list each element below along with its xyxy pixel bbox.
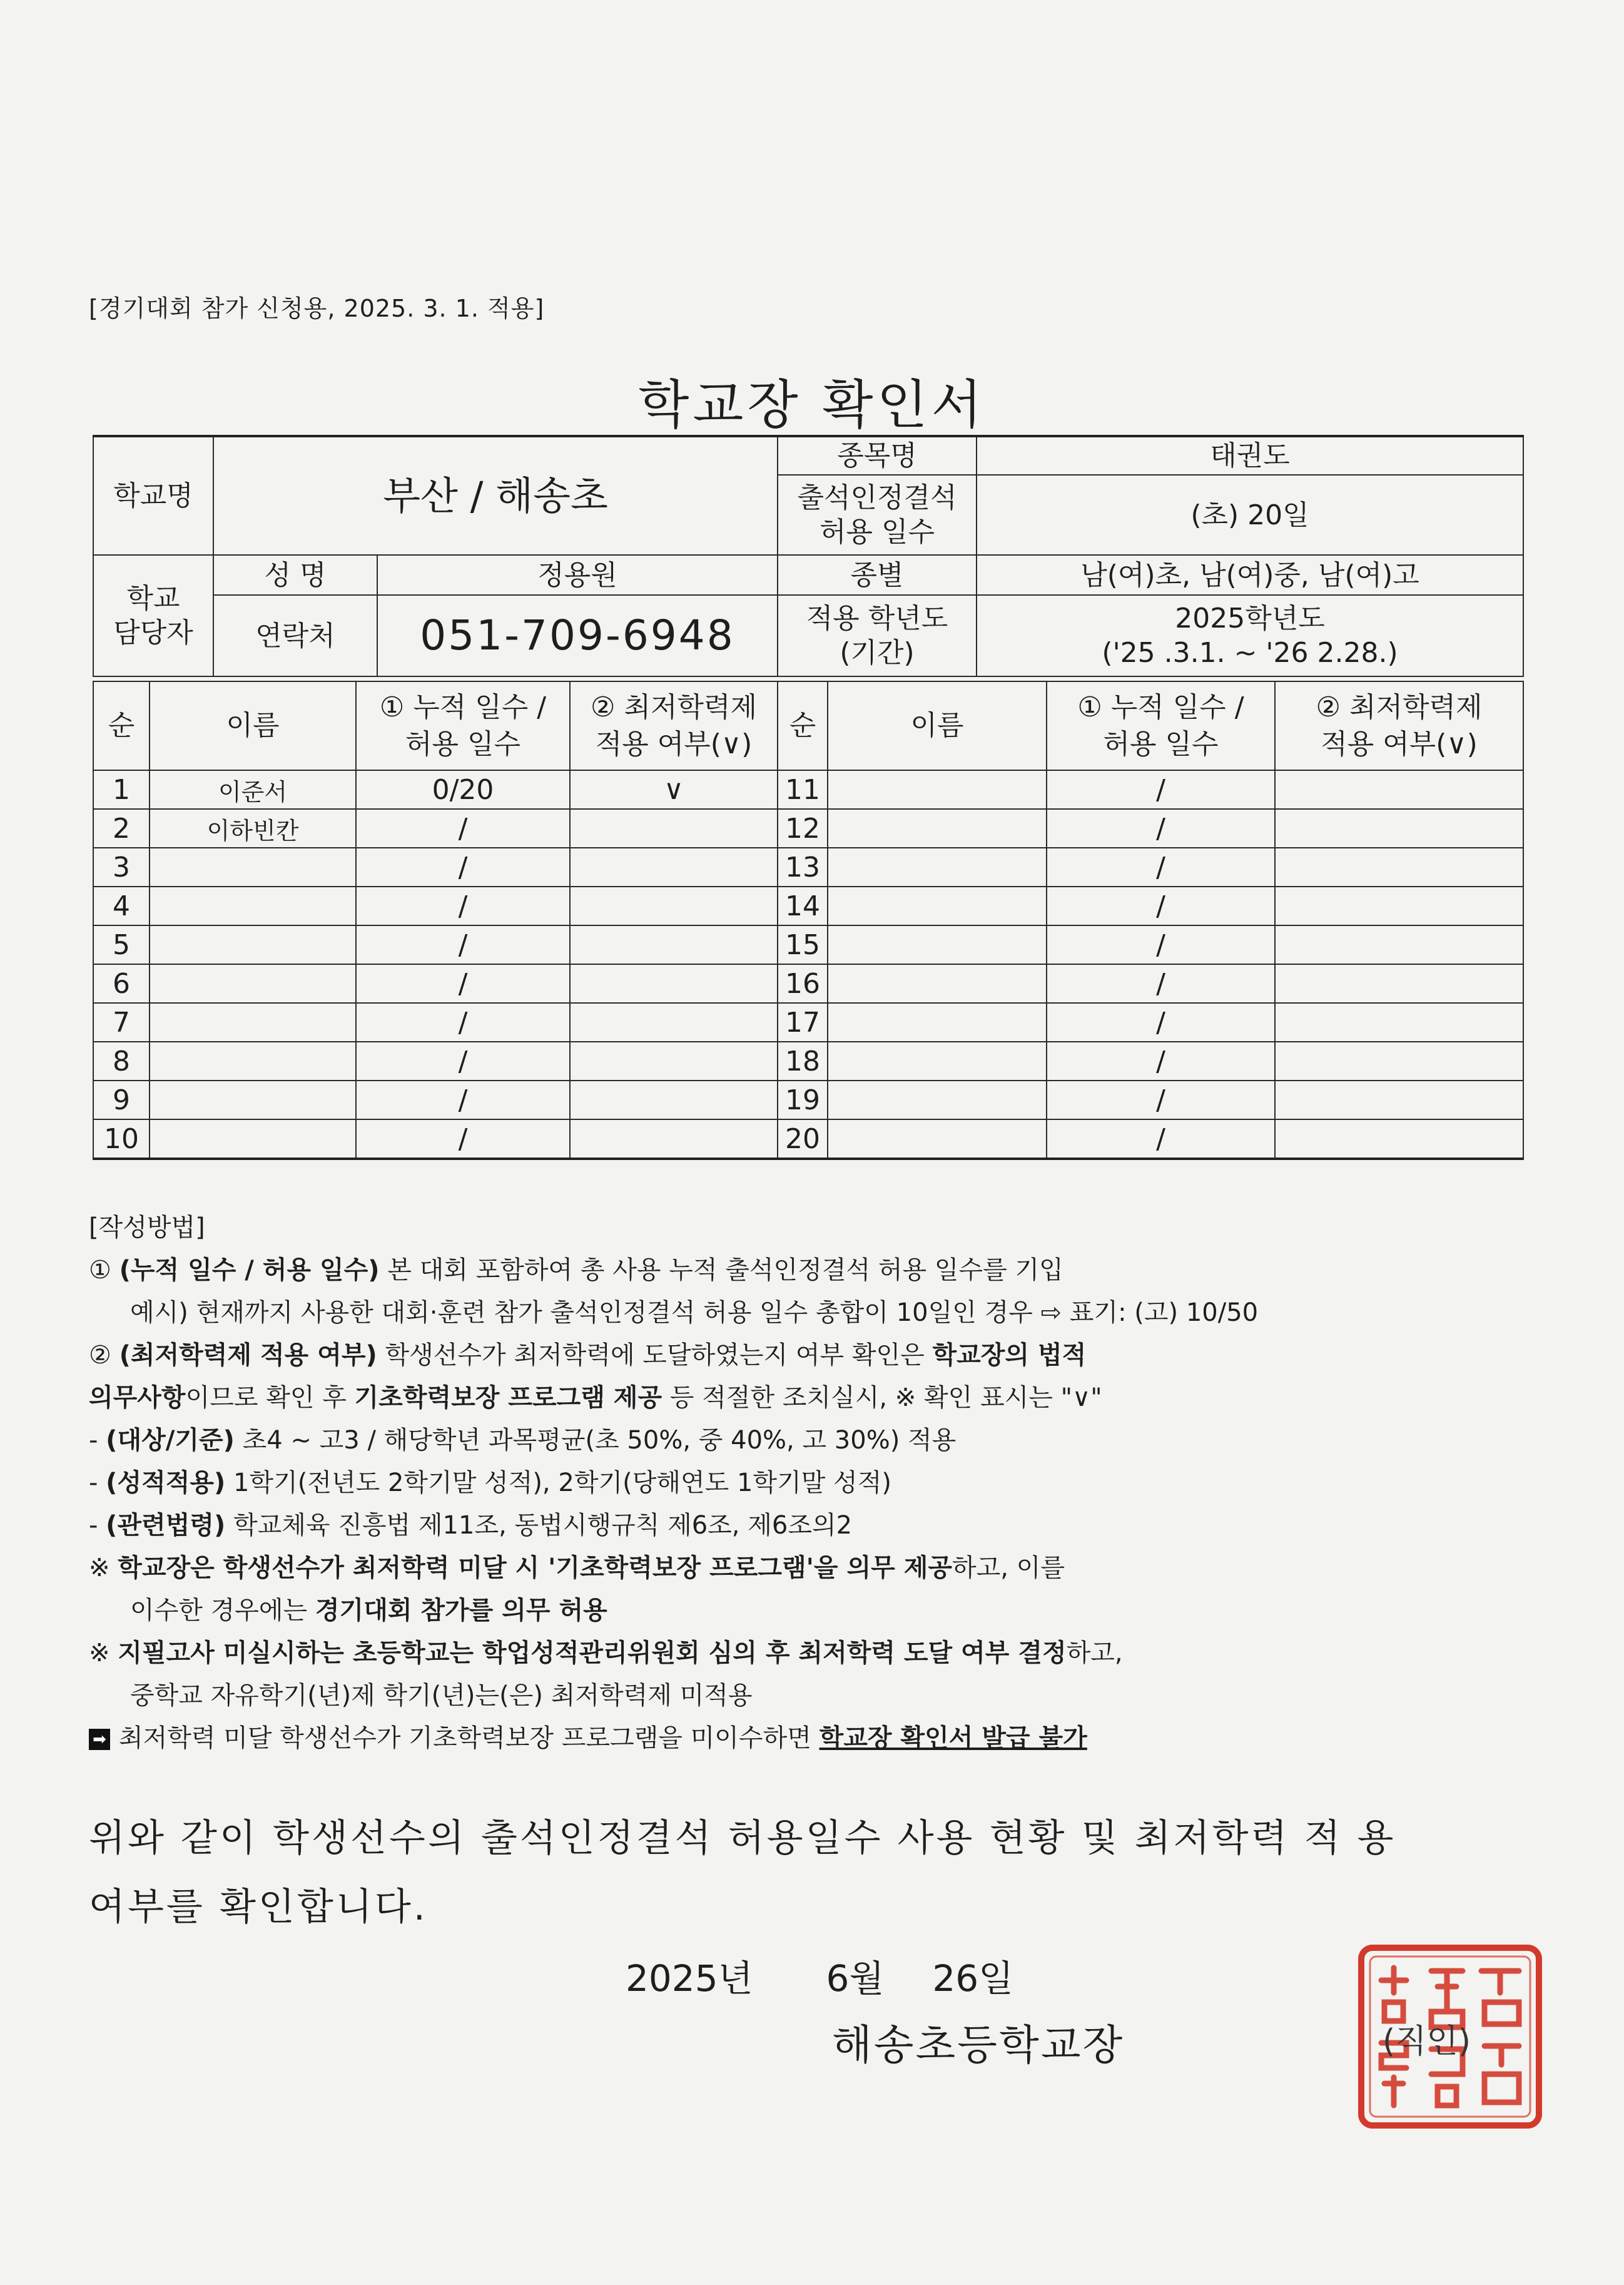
name-value: 정용원 <box>377 555 778 595</box>
confirm-line-2: 여부를 확인합니다. <box>89 1885 428 1929</box>
row-days: / <box>356 1119 570 1159</box>
method-line-7-key: (관련법령) <box>106 1511 226 1540</box>
allow-days-label-2: 허용 일수 <box>820 516 935 548</box>
type-value: 남(여)초, 남(여)중, 남(여)고 <box>977 555 1523 595</box>
row-name <box>150 887 356 925</box>
row-num: 16 <box>778 964 828 1003</box>
method-line-12 <box>89 1718 1087 1754</box>
row-name <box>150 1119 356 1159</box>
method-line-10-text: 하고, <box>1066 1639 1123 1667</box>
row-num: 7 <box>93 1003 150 1042</box>
row-check <box>1275 1042 1523 1081</box>
header-days-right-1: ① 누적 일수 / <box>1077 691 1244 723</box>
method-line-12-text: 최저학력 미달 학생선수가 기초학력보장 프로그램을 미이수하면 <box>119 1724 820 1753</box>
method-line-4 <box>89 1378 1102 1413</box>
row-check <box>1275 848 1523 887</box>
allow-days-label-1: 출석인정결석 <box>797 482 957 514</box>
method-line-4-text-b: 등 적절한 조치실시, ※ 확인 표시는 "∨" <box>662 1383 1102 1412</box>
contact-label: 연락처 <box>213 595 377 676</box>
header-num-right: 순 <box>778 681 828 770</box>
event-label: 종목명 <box>778 436 977 475</box>
row-days: / <box>1047 925 1275 964</box>
method-line-1-key: (누적 일수 / 허용 일수) <box>119 1256 380 1285</box>
row-num: 3 <box>93 848 150 887</box>
date-day: 26일 <box>932 1957 1014 2000</box>
method-line-1 <box>89 1250 1063 1286</box>
year-label <box>778 595 977 676</box>
row-num: 19 <box>778 1081 828 1119</box>
allow-days-value: (초) 20일 <box>977 475 1523 555</box>
row-days: / <box>356 1003 570 1042</box>
row-days: / <box>1047 887 1275 925</box>
row-name <box>150 964 356 1003</box>
row-name: 이준서 <box>150 770 356 809</box>
header-days-left <box>356 681 570 770</box>
table-row <box>93 1119 1523 1159</box>
table-row <box>93 964 1523 1003</box>
method-line-7-text: 학교체육 진흥법 제11조, 동법시행규칙 제6조, 제6조의2 <box>225 1511 853 1540</box>
table-row <box>93 925 1523 964</box>
row-name: 이하빈칸 <box>150 809 356 848</box>
row-name <box>828 1119 1047 1159</box>
row-days: / <box>1047 1081 1275 1119</box>
row-name <box>828 1081 1047 1119</box>
header-name-right: 이름 <box>828 681 1047 770</box>
row-num: 17 <box>778 1003 828 1042</box>
type-label: 종별 <box>778 555 977 595</box>
table-row <box>93 1003 1523 1042</box>
method-line-6-dash: - <box>89 1468 106 1497</box>
method-line-8-mark: ※ <box>89 1554 118 1582</box>
row-check <box>570 1081 778 1119</box>
row-name <box>828 887 1047 925</box>
row-name <box>150 1003 356 1042</box>
header-days-right-2: 허용 일수 <box>1103 728 1219 760</box>
method-line-2: 예시) 현재까지 사용한 대회·훈련 참가 출석인정결석 허용 일수 총합이 10일인 경우 ⇨ 표기: (고) 10/50 <box>130 1298 1259 1327</box>
row-days: 0/20 <box>356 770 570 809</box>
row-num: 13 <box>778 848 828 887</box>
row-name <box>828 848 1047 887</box>
row-check <box>570 809 778 848</box>
method-line-5 <box>89 1420 956 1456</box>
row-days: / <box>1047 848 1275 887</box>
row-num: 6 <box>93 964 150 1003</box>
row-check <box>570 1003 778 1042</box>
method-line-5-dash: - <box>89 1426 106 1455</box>
row-check <box>1275 964 1523 1003</box>
row-check <box>1275 809 1523 848</box>
method-line-4-text-a: 이므로 확인 후 <box>185 1383 355 1412</box>
signer-name: 해송초등학교장 <box>832 2021 1125 2069</box>
header-min-right <box>1275 681 1523 770</box>
confirm-line-1: 위와 같이 학생선수의 출석인정결석 허용일수 사용 현황 및 최저학력 적 용 <box>89 1816 1396 1860</box>
row-name <box>150 925 356 964</box>
method-line-3 <box>89 1335 1086 1371</box>
table-row <box>93 848 1523 887</box>
method-line-4-bold-b: 기초학력보장 프로그램 제공 <box>354 1383 662 1412</box>
manager-label <box>93 555 213 676</box>
method-line-9 <box>130 1590 607 1626</box>
row-check <box>1275 887 1523 925</box>
page-title: 학교장 확인서 <box>638 374 986 435</box>
row-check: ∨ <box>570 770 778 809</box>
row-check <box>570 925 778 964</box>
header-min-left <box>570 681 778 770</box>
manager-label-1: 학교 <box>126 583 180 614</box>
name-label: 성 명 <box>213 555 377 595</box>
row-num: 9 <box>93 1081 150 1119</box>
row-days: / <box>1047 1042 1275 1081</box>
row-name <box>150 1081 356 1119</box>
method-line-3-bold: 학교장의 법적 <box>932 1341 1087 1370</box>
row-name <box>828 1003 1047 1042</box>
header-min-right-2: 적용 여부(∨) <box>1321 728 1478 760</box>
row-check <box>570 964 778 1003</box>
row-num: 10 <box>93 1119 150 1159</box>
row-days: / <box>356 887 570 925</box>
row-check <box>570 1119 778 1159</box>
row-check <box>1275 770 1523 809</box>
row-days: / <box>1047 770 1275 809</box>
year-value <box>977 595 1523 676</box>
header-days-left-2: 허용 일수 <box>405 728 520 760</box>
row-days: / <box>356 1081 570 1119</box>
method-line-6-text: 1학기(전년도 2학기말 성적), 2학기(당해연도 1학기말 성적) <box>225 1468 891 1497</box>
date-month: 6월 <box>826 1957 885 2000</box>
arrow-box-icon: ➡ <box>89 1729 110 1750</box>
roster-table <box>93 681 1524 1160</box>
date-year: 2025년 <box>626 1957 753 2000</box>
method-line-10-bold: 지필고사 미실시하는 초등학교는 학업성적관리위원회 심의 후 최저학력 도달 여부 결정 <box>118 1639 1067 1667</box>
row-check <box>1275 1003 1523 1042</box>
info-table <box>93 435 1524 677</box>
method-line-5-text: 초4 ~ 고3 / 해당학년 과목평균(초 50%, 중 40%, 고 30%) 적용 <box>234 1426 957 1455</box>
method-line-7 <box>89 1505 852 1541</box>
header-name-left: 이름 <box>150 681 356 770</box>
row-check <box>1275 1081 1523 1119</box>
table-row <box>93 770 1523 809</box>
manager-label-2: 담당자 <box>113 617 193 649</box>
method-line-4-bold-a: 의무사항 <box>89 1383 186 1412</box>
row-check <box>570 1042 778 1081</box>
table-row <box>93 1081 1523 1119</box>
method-line-8-bold: 학교장은 학생선수가 최저학력 미달 시 '기초학력보장 프로그램'을 의무 제공 <box>118 1554 952 1582</box>
method-line-3-mark: ② <box>89 1341 119 1370</box>
method-line-9-text: 이수한 경우에는 <box>130 1596 315 1625</box>
school-value: 부산 / 해송초 <box>213 436 778 555</box>
row-check <box>570 887 778 925</box>
method-line-8-text: 하고, 이를 <box>952 1554 1065 1582</box>
row-num: 2 <box>93 809 150 848</box>
method-line-10-mark: ※ <box>89 1639 118 1667</box>
row-num: 4 <box>93 887 150 925</box>
contact-value: 051-709-6948 <box>377 595 778 676</box>
header-days-left-1: ① 누적 일수 / <box>379 691 547 723</box>
application-note: [경기대회 참가 신청용, 2025. 3. 1. 적용] <box>89 295 545 322</box>
table-row <box>93 809 1523 848</box>
method-line-12-bold: 학교장 확인서 발급 불가 <box>819 1724 1087 1753</box>
row-check <box>1275 925 1523 964</box>
row-num: 8 <box>93 1042 150 1081</box>
row-days: / <box>356 848 570 887</box>
method-line-5-key: (대상/기준) <box>106 1426 235 1455</box>
row-days: / <box>1047 1003 1275 1042</box>
table-row <box>93 1042 1523 1081</box>
event-value: 태권도 <box>977 436 1523 475</box>
roster-body <box>93 770 1523 1159</box>
row-days: / <box>1047 1119 1275 1159</box>
row-name <box>828 964 1047 1003</box>
header-min-left-2: 적용 여부(∨) <box>595 728 753 760</box>
row-num: 20 <box>778 1119 828 1159</box>
row-name <box>828 1042 1047 1081</box>
row-days: / <box>1047 964 1275 1003</box>
method-line-7-dash: - <box>89 1511 106 1540</box>
row-num: 1 <box>93 770 150 809</box>
header-min-right-1: ② 최저학력제 <box>1316 691 1483 723</box>
row-days: / <box>356 1042 570 1081</box>
row-check <box>1275 1119 1523 1159</box>
row-name <box>828 809 1047 848</box>
method-line-3-text: 학생선수가 최저학력에 도달하였는지 여부 확인은 <box>377 1341 933 1370</box>
row-name <box>828 770 1047 809</box>
seal-label: (직인) <box>1383 2023 1471 2060</box>
method-line-3-key: (최저학력제 적용 여부) <box>119 1341 377 1370</box>
header-num-left: 순 <box>93 681 150 770</box>
school-label: 학교명 <box>93 436 213 555</box>
year-value-2: ('25 .3.1. ~ '26 2.28.) <box>1102 637 1398 669</box>
row-days: / <box>1047 809 1275 848</box>
year-label-2: (기간) <box>840 637 915 669</box>
row-num: 11 <box>778 770 828 809</box>
method-line-1-text: 본 대회 포함하여 총 사용 누적 출석인정결석 허용 일수를 기입 <box>379 1256 1063 1285</box>
row-days: / <box>356 925 570 964</box>
row-num: 18 <box>778 1042 828 1081</box>
row-days: / <box>356 809 570 848</box>
row-num: 12 <box>778 809 828 848</box>
allow-days-label <box>778 475 977 555</box>
method-line-1-mark: ① <box>89 1256 119 1285</box>
method-line-6-key: (성적적용) <box>106 1468 226 1497</box>
issue-date <box>626 1949 1013 2002</box>
header-min-left-1: ② 최저학력제 <box>591 691 757 723</box>
method-line-9-bold: 경기대회 참가를 의무 허용 <box>315 1596 607 1625</box>
row-days: / <box>356 964 570 1003</box>
row-name <box>150 1042 356 1081</box>
method-line-10 <box>89 1633 1123 1669</box>
method-line-8 <box>89 1548 1065 1584</box>
row-name <box>828 925 1047 964</box>
year-value-1: 2025학년도 <box>1175 603 1325 634</box>
row-name <box>150 848 356 887</box>
method-line-6 <box>89 1463 891 1499</box>
row-check <box>570 848 778 887</box>
table-row <box>93 887 1523 925</box>
year-label-1: 적용 학년도 <box>806 603 948 634</box>
header-days-right <box>1047 681 1275 770</box>
row-num: 15 <box>778 925 828 964</box>
method-line-11: 중학교 자유학기(년)제 학기(년)는(은) 최저학력제 미적용 <box>130 1681 753 1710</box>
row-num: 14 <box>778 887 828 925</box>
row-num: 5 <box>93 925 150 964</box>
method-heading: [작성방법] <box>89 1213 205 1242</box>
